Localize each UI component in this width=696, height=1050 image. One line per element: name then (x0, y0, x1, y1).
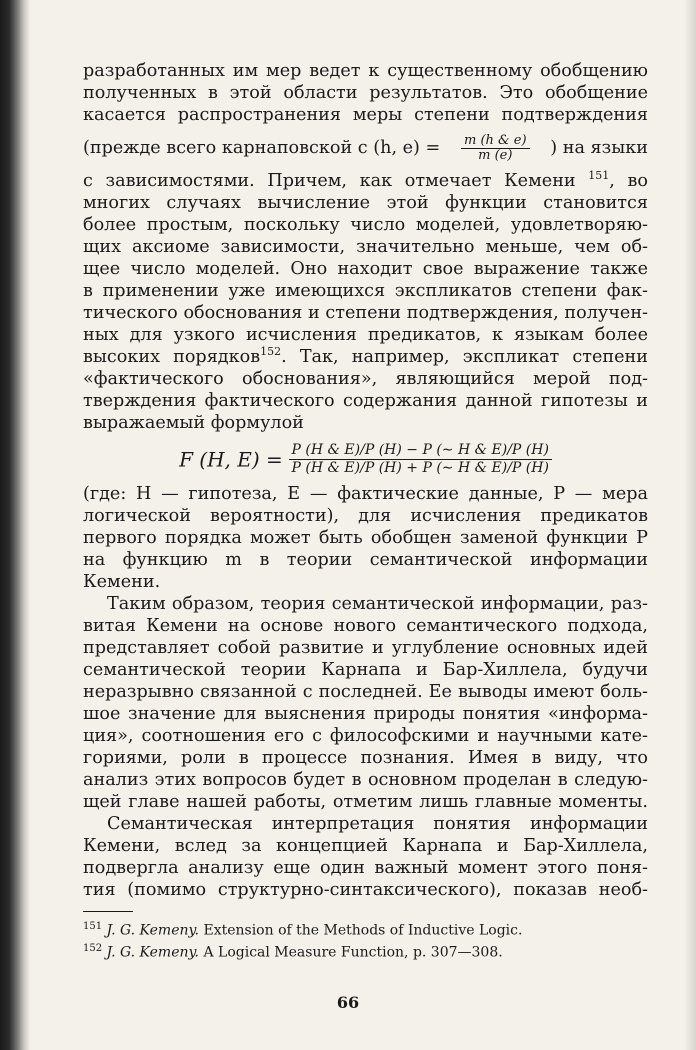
formula-denominator: P (H & E)/P (H) + P (∼ H & E)/P (H) (291, 460, 549, 476)
fraction-denominator: m (e) (478, 147, 513, 163)
footnote-text: Extension of the Methods of Inductive Logic. (203, 922, 523, 939)
text-line: семантической теории Карнапа и Бар-Хиллела, будучи (83, 660, 648, 680)
text-line: Кемени. (83, 572, 161, 592)
text-line: (где: H — гипотеза, E — фактические данные, P — мера (83, 484, 648, 504)
footnote-author: J. G. Kemeny. (106, 944, 200, 961)
text-line: Таким образом, теория семантической информации, раз- (107, 594, 648, 614)
footnote-151 (83, 918, 648, 940)
paragraph-3 (83, 593, 648, 813)
text-fragment: с зависимостями. Причем, как отмечает Кемени (83, 171, 576, 191)
text-line: разработанных им мер ведет к существенному обобщению (83, 61, 648, 81)
text-line: неразрывно связанной с последней. Ее выводы имеют боль- (83, 682, 648, 702)
text-line: тверждения фактического содержания данной гипотезы и (83, 391, 648, 411)
text-line: щих аксиоме зависимости, значительно меньше, чем об- (83, 237, 648, 257)
footnote-author: J. G. Kemeny. (106, 922, 200, 939)
footnote-152 (83, 940, 648, 962)
page-edge-shadow (684, 0, 696, 1050)
text-line: первого порядка может быть обобщен заменой функции P (83, 528, 648, 548)
text-line: витая Кемени на основе нового семантического подхода, (83, 616, 648, 636)
text-line: щее число моделей. Оно находит свое выражение также (83, 259, 648, 279)
text-line: многих случаях вычисление этой функции становится (83, 193, 648, 213)
footnote-text: A Logical Measure Function, p. 307—308. (203, 944, 503, 961)
paragraph-4 (83, 813, 648, 901)
text-line: ных для узкого исчисления предикатов, к языкам более (83, 325, 648, 345)
paragraph-1 (83, 60, 648, 434)
text-line (83, 170, 648, 192)
footnote-mark: 152 (83, 942, 103, 954)
display-formula (83, 442, 648, 477)
text-line: анализ этих вопросов будет в основном проделан в следую- (83, 770, 648, 790)
text-line: подвергла анализу еще один важный момент этого поня- (83, 858, 648, 878)
text-line: выражаемый формулой (83, 413, 304, 433)
text-line: касается распространения меры степени подтверждения (83, 105, 648, 125)
footnote-mark: 151 (83, 921, 103, 932)
paragraph-2 (83, 483, 648, 593)
text-line: логической вероятности), для исчисления предикатов (83, 506, 648, 526)
text-line: представляет собой развитие и углубление основных идей (83, 638, 648, 658)
text-line: щей главе нашей работы, отметим лишь главные моменты. (83, 792, 648, 812)
formula-fraction (289, 442, 552, 477)
text-line: ция», соотношения его с философскими и научными кате- (83, 726, 648, 746)
formula-inline-line (83, 126, 648, 170)
text-line: тия (помимо структурно-синтаксического), показав необ- (83, 880, 648, 900)
text-line: гориями, роли в процессе познания. Имея в виду, что (83, 748, 648, 768)
footnote-ref: 151 (588, 169, 610, 183)
text-line: в применении уже имеющихся экспликатов степени фак- (83, 281, 648, 301)
formula-lhs: F (H, E) = (179, 447, 283, 472)
text-fragment: , во (609, 171, 649, 191)
text-fragment: . Так, например, экспликат степени (281, 347, 648, 367)
text-line: тического обоснования и степени подтверждения, получен- (83, 303, 648, 323)
page-number: 66 (336, 993, 360, 1012)
fraction-numerator: m (h & e) (461, 134, 530, 149)
inline-fraction (461, 134, 530, 163)
formula-inline-before: (прежде всего карнаповской c (h, e) = (83, 138, 441, 158)
footnote-ref: 152 (260, 345, 282, 359)
text-fragment: высоких порядков (83, 347, 261, 367)
text-line: более простым, поскольку число моделей, удовлетворяю- (83, 215, 648, 235)
text-line: Кемени, вслед за концепцией Карнапа и Бар-Хиллела, (83, 836, 648, 856)
text-line (83, 346, 648, 368)
text-line: Семантическая интерпретация понятия информации (107, 814, 648, 834)
text-line: шое значение для выяснения природы понятия «информа- (83, 704, 648, 724)
footnote-separator (83, 911, 133, 912)
formula-numerator: P (H & E)/P (H) − P (∼ H & E)/P (H) (289, 442, 552, 460)
book-spine-shadow (0, 0, 30, 1050)
formula-inline-after: ) на языки (550, 138, 648, 158)
text-line: полученных в этой области результатов. Это обобщение (83, 83, 648, 103)
page-body (83, 60, 648, 961)
text-line: «фактического обоснования», являющийся мерой под- (83, 369, 648, 389)
text-line: на функцию m в теории семантической информации (83, 550, 648, 570)
